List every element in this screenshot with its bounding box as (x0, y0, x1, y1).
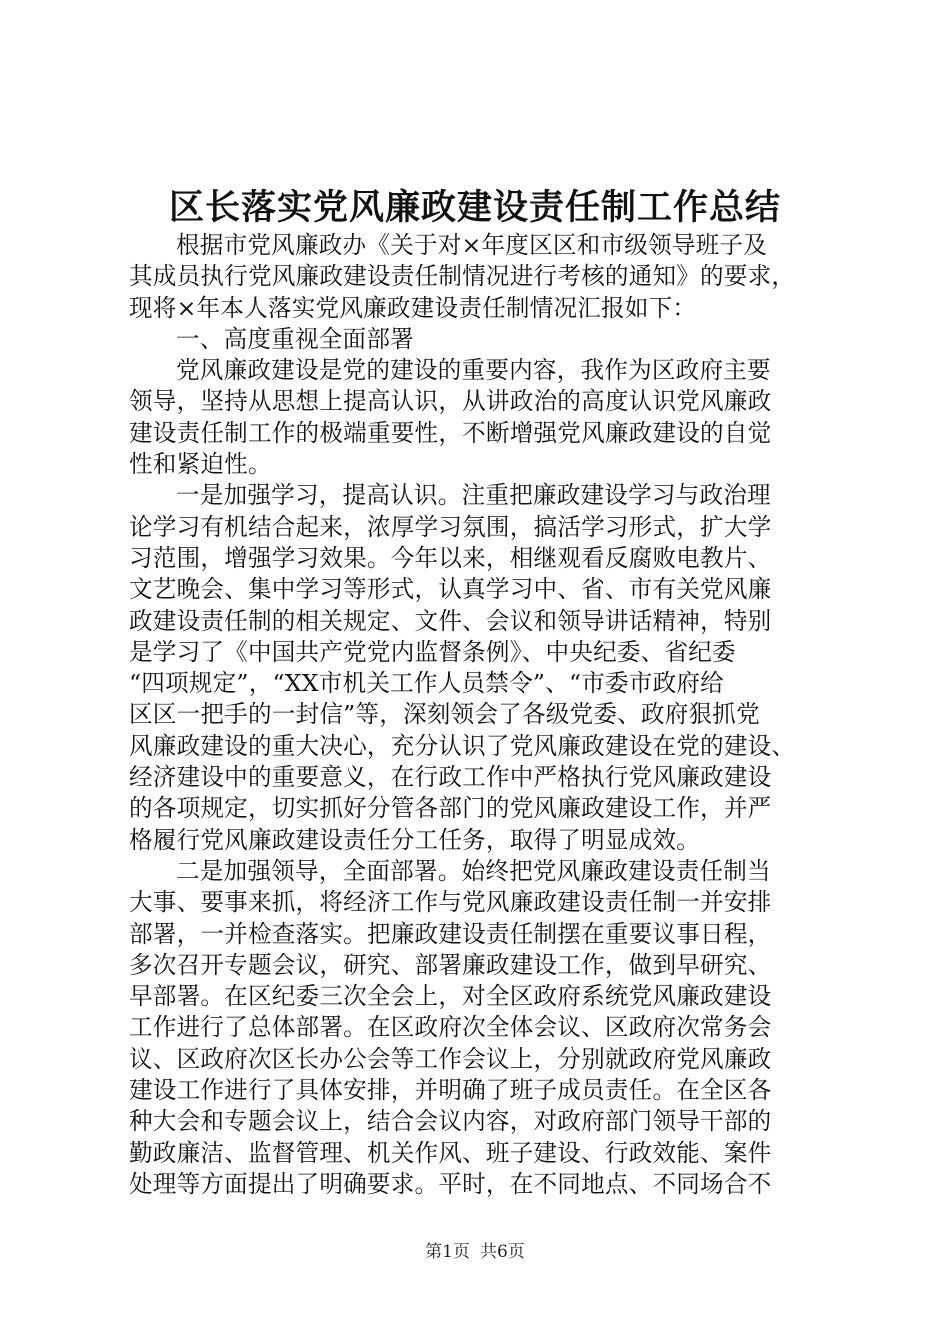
paragraph-line: 勤政廉洁、监督管理、机关作风、班子建设、行政效能、案件 (129, 1138, 772, 1167)
paragraph-line: 建设责任制工作的极端重要性，不断增强党风廉政建设的自觉 (129, 418, 772, 447)
document-body (129, 230, 834, 1200)
paragraph-line: 一是加强学习，提高认识。注重把廉政建设学习与政治理 (176, 481, 771, 510)
paragraph-line: 风廉政建设的重大决心，充分认识了党风廉政建设在党的建设、 (129, 731, 796, 760)
paragraph-line: “四项规定”，“XX市机关工作人员禁令”、“市委市政府给 (129, 669, 724, 698)
section-heading: 一、高度重视全面部署 (176, 324, 414, 353)
paragraph-line: 多次召开专题会议，研究、部署廉政建设工作，做到早研究、 (129, 950, 772, 979)
paragraph-line: 性和紧迫性。 (129, 450, 272, 479)
paragraph-line: 大事、要事来抓，将经济工作与党风廉政建设责任制一并安排 (129, 888, 772, 917)
page-number: 第1页 (425, 1242, 470, 1262)
paragraph-line: 习范围，增强学习效果。今年以来，相继观看反腐败电教片、 (129, 543, 772, 572)
paragraph-line: 的各项规定，切实抓好分管各部门的党风廉政建设工作，并严 (129, 794, 772, 823)
paragraph-line: 部署，一并检查落实。把廉政建设责任制摆在重要议事日程， (129, 919, 772, 948)
paragraph-line: 建设工作进行了具体安排，并明确了班子成员责任。在全区各 (129, 1076, 772, 1105)
document-title: 区长落实党风廉政建设责任制工作总结 (168, 187, 781, 228)
paragraph-line: 格履行党风廉政建设责任分工任务，取得了明显成效。 (129, 825, 701, 854)
page-footer (0, 1240, 950, 1264)
paragraph-line: 处理等方面提出了明确要求。平时，在不同地点、不同场合不 (129, 1169, 772, 1198)
paragraph-line: 二是加强领导，全面部署。始终把党风廉政建设责任制当 (176, 856, 771, 885)
paragraph-line: 早部署。在区纪委三次全会上，对全区政府系统党风廉政建设 (129, 982, 772, 1011)
page-count: 共6页 (480, 1242, 525, 1262)
paragraph-line: 是学习了《中国共产党党内监督条例》、中央纪委、省纪委 (129, 637, 736, 666)
paragraph-line: 议、区政府次区长办公会等工作会议上，分别就政府党风廉政 (129, 1044, 772, 1073)
paragraph-line: 论学习有机结合起来，浓厚学习氛围，搞活学习形式，扩大学 (129, 512, 772, 541)
paragraph-line: 现将×年本人落实党风廉政建设责任制情况汇报如下： (129, 293, 697, 322)
paragraph-line: 工作进行了总体部署。在区政府次全体会议、区政府次常务会 (129, 1013, 772, 1042)
paragraph-line: 区区一把手的一封信”等，深刻领会了各级党委、政府狠抓党 (129, 700, 760, 729)
paragraph-line: 党风廉政建设是党的建设的重要内容，我作为区政府主要 (176, 356, 771, 385)
paragraph-line: 根据市党风廉政办《关于对×年度区区和市级领导班子及 (176, 231, 768, 259)
paragraph-line: 文艺晚会、集中学习等形式，认真学习中、省、市有关党风廉 (129, 575, 772, 604)
paragraph-line: 种大会和专题会议上，结合会议内容，对政府部门领导干部的 (129, 1107, 772, 1136)
paragraph-line: 经济建设中的重要意义，在行政工作中严格执行党风廉政建设 (129, 763, 772, 792)
paragraph-line: 领导，坚持从思想上提高认识，从讲政治的高度认识党风廉政 (129, 387, 772, 416)
paragraph-line: 政建设责任制的相关规定、文件、会议和领导讲话精神，特别 (129, 606, 772, 635)
paragraph-line: 其成员执行党风廉政建设责任制情况进行考核的通知》的要求， (129, 262, 796, 291)
